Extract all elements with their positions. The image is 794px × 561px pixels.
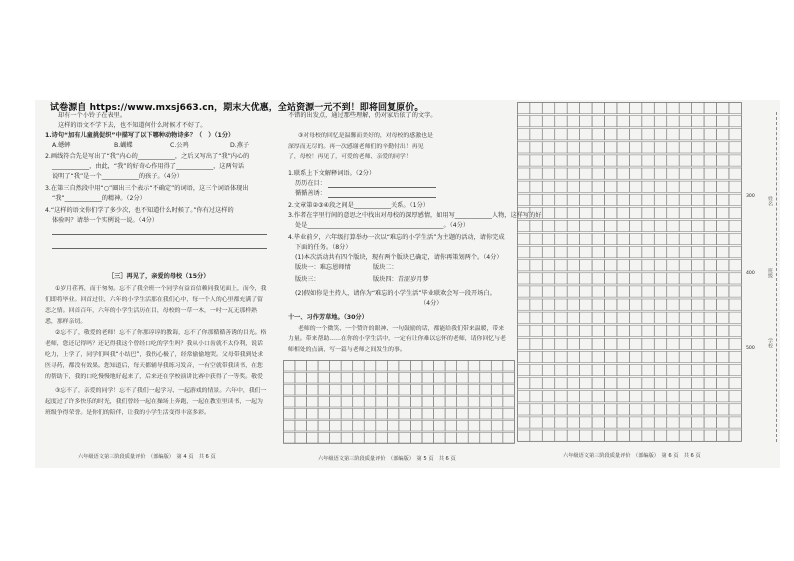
plan-item-3: 版块三：	[295, 276, 320, 283]
plan-item-4: 版块四：青涩岁月梦	[373, 276, 429, 283]
middle-top-b: ③对母校的回忆是温馨而美好的，对母校的感激也是深厚而无尽的。再一次感谢老师们的辛勤付出！再见了，母校！再见了，可爱的老师、亲爱的同学！	[288, 133, 433, 161]
left-q1-options	[52, 142, 272, 150]
option-b: B.蝴蝶	[114, 142, 133, 149]
plan-item-1: 版块一：难忘恩师情	[295, 264, 351, 271]
middle-q1a: 历历在目：	[295, 180, 326, 187]
middle-q4e: （4分）	[420, 300, 443, 307]
middle-q3a: 3.作者在字里行间的意思之中找出对母校的深厚感情，如用写____________人物，这样写的好	[288, 212, 542, 219]
answer-line	[328, 197, 436, 198]
left-q2b: ____________，由此，“我”的好奇心作用得了____________，这两句话	[52, 163, 245, 170]
option-a: A.蟋蟀	[52, 142, 71, 149]
composition-grid-middle	[283, 360, 515, 444]
writing-prompt: 老师的一个微笑、一个赞许的眼神、一句鼓励的话，都能给我们带来温暖，带来力量。带来帮助……在你的小学生活中，一定有让你难以忘怀的老师，请你回忆与老师相处的点滴，写一篇与老师之间发生的事。	[288, 326, 506, 353]
section3-title: ［三］再见了，亲爱的母校（15分）	[108, 273, 210, 280]
watermark-banner: 试卷源自 https://www.mxsj663.cn，期末大优惠，全站资源一元不到！即将回复原价。	[50, 103, 424, 113]
middle-q2: 2.文章第②③④段之间是____________关系。（1分）	[288, 202, 429, 209]
middle-q4a: 4.毕业前夕，六年级打算举办一次以“难忘的小学生活”为主题的活动，请你完成	[288, 234, 505, 241]
plan-table	[295, 264, 445, 288]
option-d: D.燕子	[230, 142, 250, 149]
binding-line	[776, 112, 777, 442]
binding-label-name: 姓名	[767, 196, 773, 206]
middle-q4d: (2)假如你是主持人，请你为“难忘的小学生活”毕业联欢会写一段开场白。	[295, 290, 496, 297]
left-q3b: “我”____________的精神。（2分）	[52, 195, 146, 202]
option-c: C.公鸡	[170, 142, 189, 149]
answer-line	[52, 234, 267, 235]
passage-p1: ①岁月荏苒，而于匆匆。忘不了我全班一个同学有益首信赖同我见面上，而今，我们即将毕业。回首过往，六年的小学生活那在我们心中，每一个人的心里都充满了留恋之情。回首百年，六年的小学生活历在目，母校的一草一木，一吋一瓦无那样熟悉，那样亲切。	[45, 286, 267, 325]
count-mark-500: 500	[746, 346, 755, 351]
left-q1: 1.诗句“加有儿童挑促织”中描写了以下哪种动物诗多？（ ）（1分）	[45, 132, 235, 139]
left-intro: 这样的语文不学下去，也不知道何什么时候才不好了。	[58, 122, 207, 129]
middle-q1b: 循循善诱：	[295, 190, 326, 197]
composition-grid-right	[517, 102, 742, 442]
middle-q3b: 处是____________________________________________。（4分）	[295, 222, 470, 229]
binding-label-school: 学校	[767, 338, 773, 348]
passage-p2: ②忘不了，敬爱的老师！忘不了你那谆谆的教诲，忘不了你那循循善诱的目光。格老师，您还记得吗？还记得我这个曾经口吃的学生吗？我从小口齿就不太伶利，说话吃力，上学了，同学们叫我“小结巴”，我伤心极了，经常偷偷地哭。父母带我到处求医寻药，都没有效果。您知道后，每天都辅导我练习发音，一有空就带我读书，在您的帮助下，我的口吃慢慢地好起来了，后来还在学校演讲比赛中获得了一等奖。敬爱	[45, 330, 267, 380]
left-q2c: 说明了“我”是一个____________的孩子。（4分）	[52, 173, 183, 180]
binding-label-class: 班级	[767, 268, 773, 278]
passage-p3: ③忘不了，亲爱的同学！忘不了我们一起学习、一起游戏的情景。六年中，我们一起度过了许多快乐的时光，我们曾经一起在操场上奔跑，一起在教室里读书，一起为班级争得荣誉。是你们的陪伴，让我的小学生活变得丰富多彩。	[45, 388, 267, 416]
middle-footer: 六年级语文第三阶段质量评价 （部编版） 第 5 页 共 6 页	[318, 456, 456, 462]
plan-item-2: 版块二：	[373, 264, 398, 271]
middle-q1: 1.联系上下文解释词语。（2分）	[288, 170, 376, 177]
left-q2a: 2.画线符合先是写出了“我”内心的____________，之后又写出了“我”内心的	[45, 153, 250, 160]
left-q4a: 4.“这样的语文你们学了多少次，也不知道什么时候了。”你有过这样的	[45, 207, 234, 214]
right-footer: 六年级语文第三阶段质量评价 （部编版） 第 6 页 共 6 页	[563, 453, 701, 459]
count-mark-300: 300	[746, 194, 755, 199]
answer-line	[52, 248, 267, 249]
answer-line	[328, 187, 436, 188]
section11-title: 十一、习作芳草地。（30分）	[288, 314, 368, 321]
count-mark-400: 400	[746, 271, 755, 276]
left-q4b: 体验吗？请举一个实例说一说。（4分）	[52, 217, 159, 224]
left-top-line: 却有一个小铃子在表里。	[58, 112, 127, 119]
middle-q4c: (1)本次活动共有四个版块，现有两个版块已确定，请你再策划两个。（4分）	[295, 254, 503, 261]
middle-q4b: 下面的任务。（8分）	[295, 244, 352, 251]
left-footer: 六年级语文第三阶段质量评价 （部编版） 第 4 页 共 6 页	[78, 454, 216, 460]
middle-top-a: 不错的出发点，通过那些理解，仍对家后依了的文字。	[288, 112, 437, 119]
left-q3a: 3.在第三自然段中用“○”圈出三个表示“不确定”的词语，这三个词语体现出	[45, 185, 249, 192]
